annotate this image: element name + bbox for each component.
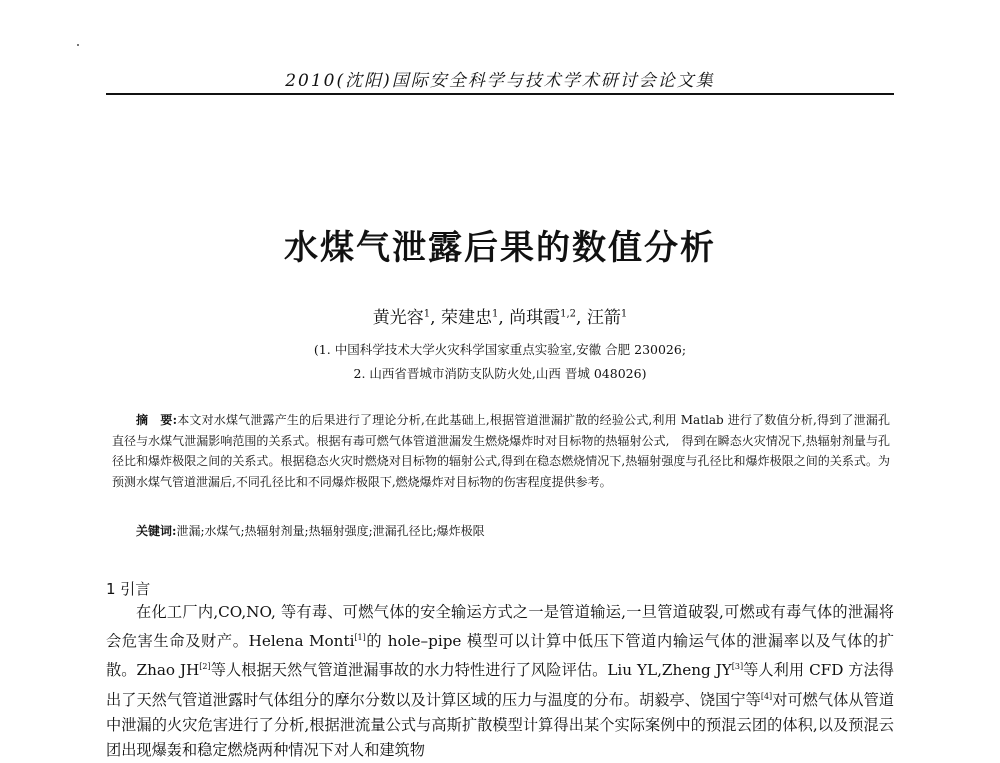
paper-title: 水煤气泄露后果的数值分析 bbox=[284, 228, 716, 268]
citation-ref: [2] bbox=[199, 662, 211, 672]
body-paragraph bbox=[106, 600, 894, 763]
body-text: 在化工厂内,CO,NO, 等有毒、可燃气体的安全输运方式之一是管道输运,一旦管道破裂,可燃或有毒气体的泄漏将会危害生命及财产。Helena Monti bbox=[106, 603, 894, 651]
header-rule bbox=[106, 93, 894, 95]
author-name: 荣建忠 bbox=[440, 308, 492, 328]
author-affiliation-mark: 1 bbox=[423, 308, 431, 320]
author-separator: , bbox=[576, 308, 582, 328]
abstract-label: 摘 要: bbox=[136, 413, 177, 427]
abstract bbox=[112, 410, 890, 492]
author-list bbox=[106, 303, 894, 328]
author-affiliation-mark: 1 bbox=[620, 308, 628, 320]
keywords-label: 关键词: bbox=[136, 524, 177, 538]
keywords bbox=[136, 522, 886, 539]
abstract-text: 本文对水煤气泄露产生的后果进行了理论分析,在此基础上,根据管道泄漏扩散的经验公式,利用 Matlab 进行了数值分析,得到了泄漏孔直径与水煤气泄漏影响范围的关系式。根据有毒可燃气体管道泄漏发生燃烧爆炸时对目标物的热辐射公式, 得到在瞬态火灾情况下,热辐射剂量与孔径比和爆炸极限之间的关系式。根据稳态火灾时燃烧对目标物的辐射公式,得到在稳态燃烧情况下,热辐射强度与孔径比和爆炸极限之间的关系式。为预测水煤气管道泄漏后,不同孔径比和不同爆炸极限下,燃烧爆炸对目标物的伤害程度提供参考。 bbox=[112, 413, 890, 489]
author-affiliation-mark: 1 bbox=[491, 308, 499, 320]
running-header: 2010(沈阳)国际安全科学与技术学术研讨会论文集 bbox=[285, 71, 715, 91]
author-name: 汪箭 bbox=[586, 308, 621, 328]
author-affiliation-mark: 1,2 bbox=[560, 308, 577, 320]
author-separator: , bbox=[498, 308, 504, 328]
citation-ref: [1] bbox=[354, 633, 366, 643]
section-heading: 1 引言 bbox=[106, 580, 151, 598]
body-text: 等人根据天然气管道泄漏事故的水力特性进行了风险评估。Liu YL,Zheng JY bbox=[210, 661, 732, 680]
affiliation-line: 2. 山西省晋城市消防支队防火处,山西 晋城 048026) bbox=[353, 366, 647, 381]
author-name: 尚琪霞 bbox=[509, 308, 561, 328]
affiliation-line: (1. 中国科学技术大学火灾科学国家重点实验室,安徽 合肥 230026; bbox=[313, 342, 687, 357]
author-name: 黄光容 bbox=[372, 308, 424, 328]
author-separator: , bbox=[430, 308, 436, 328]
citation-ref: [4] bbox=[760, 691, 773, 701]
keywords-text: 泄漏;水煤气;热辐射剂量;热辐射强度;泄漏孔径比;爆炸极限 bbox=[176, 524, 485, 538]
body-text: 等人利用 CFD 方法得出了天然气管道泄露时气体组分的摩尔分数以及计算区域的压力与温度的分布。胡毅亭、饶国宁等 bbox=[106, 661, 894, 709]
body-text: 的 hole–pipe 模型可以计算中低压下管道内输运气体的泄漏率以及气体的扩散。Zhao JH bbox=[106, 632, 894, 680]
scan-speck bbox=[77, 44, 79, 46]
body-text: 对可燃气体从管道中泄漏的火灾危害进行了分析,根据泄流量公式与高斯扩散模型计算得出某个实际案例中的预混云团的体积,以及预混云团出现爆轰和稳定燃烧两种情况下对人和建筑物 bbox=[106, 690, 895, 760]
citation-ref: [3] bbox=[731, 662, 744, 672]
